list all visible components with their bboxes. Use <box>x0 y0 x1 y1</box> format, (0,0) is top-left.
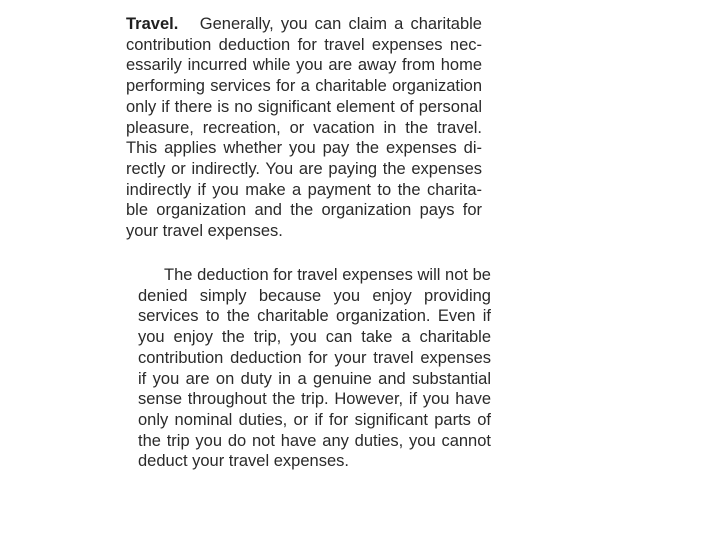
text-line: rectly or indirectly. You are paying the expenses <box>126 159 482 178</box>
travel-deduction-paragraph <box>138 265 491 472</box>
text-line: denied simply because you enjoy providing <box>138 286 491 305</box>
text-line <box>126 14 482 35</box>
text-line: sense throughout the trip. However, if you have <box>138 390 491 409</box>
text-line: ble organization and the organization pays for <box>126 201 482 220</box>
text-line: only if there is no significant element of personal <box>126 97 482 116</box>
text-line: indirectly if you make a payment to the charita- <box>126 180 482 199</box>
text-line: services to the charitable organization. Even if <box>138 307 491 326</box>
text-line-content: Generally, you can claim a charitable <box>199 15 482 33</box>
text-line: you enjoy the trip, you can take a charitable <box>138 328 491 347</box>
text-line: The deduction for travel expenses will not be <box>164 266 491 284</box>
text-line: deduct your travel expenses. <box>138 452 349 471</box>
text-line: contribution deduction for your travel expenses <box>138 348 491 367</box>
text-line: This applies whether you pay the expenses di- <box>126 139 482 158</box>
text-line: if you are on duty in a genuine and substantial <box>138 369 491 388</box>
section-heading: Travel. <box>126 15 179 33</box>
text-line: pleasure, recreation, or vacation in the travel. <box>126 118 482 137</box>
travel-paragraph <box>126 14 482 242</box>
text-line: essarily incurred while you are away from home <box>126 56 482 75</box>
text-line: only nominal duties, or if for significant parts of <box>138 410 491 429</box>
text-line: your travel expenses. <box>126 222 283 241</box>
text-line: contribution deduction for travel expenses nec- <box>126 35 482 54</box>
text-line: performing services for a charitable organization <box>126 77 482 96</box>
text-line: the trip you do not have any duties, you cannot <box>138 431 491 450</box>
